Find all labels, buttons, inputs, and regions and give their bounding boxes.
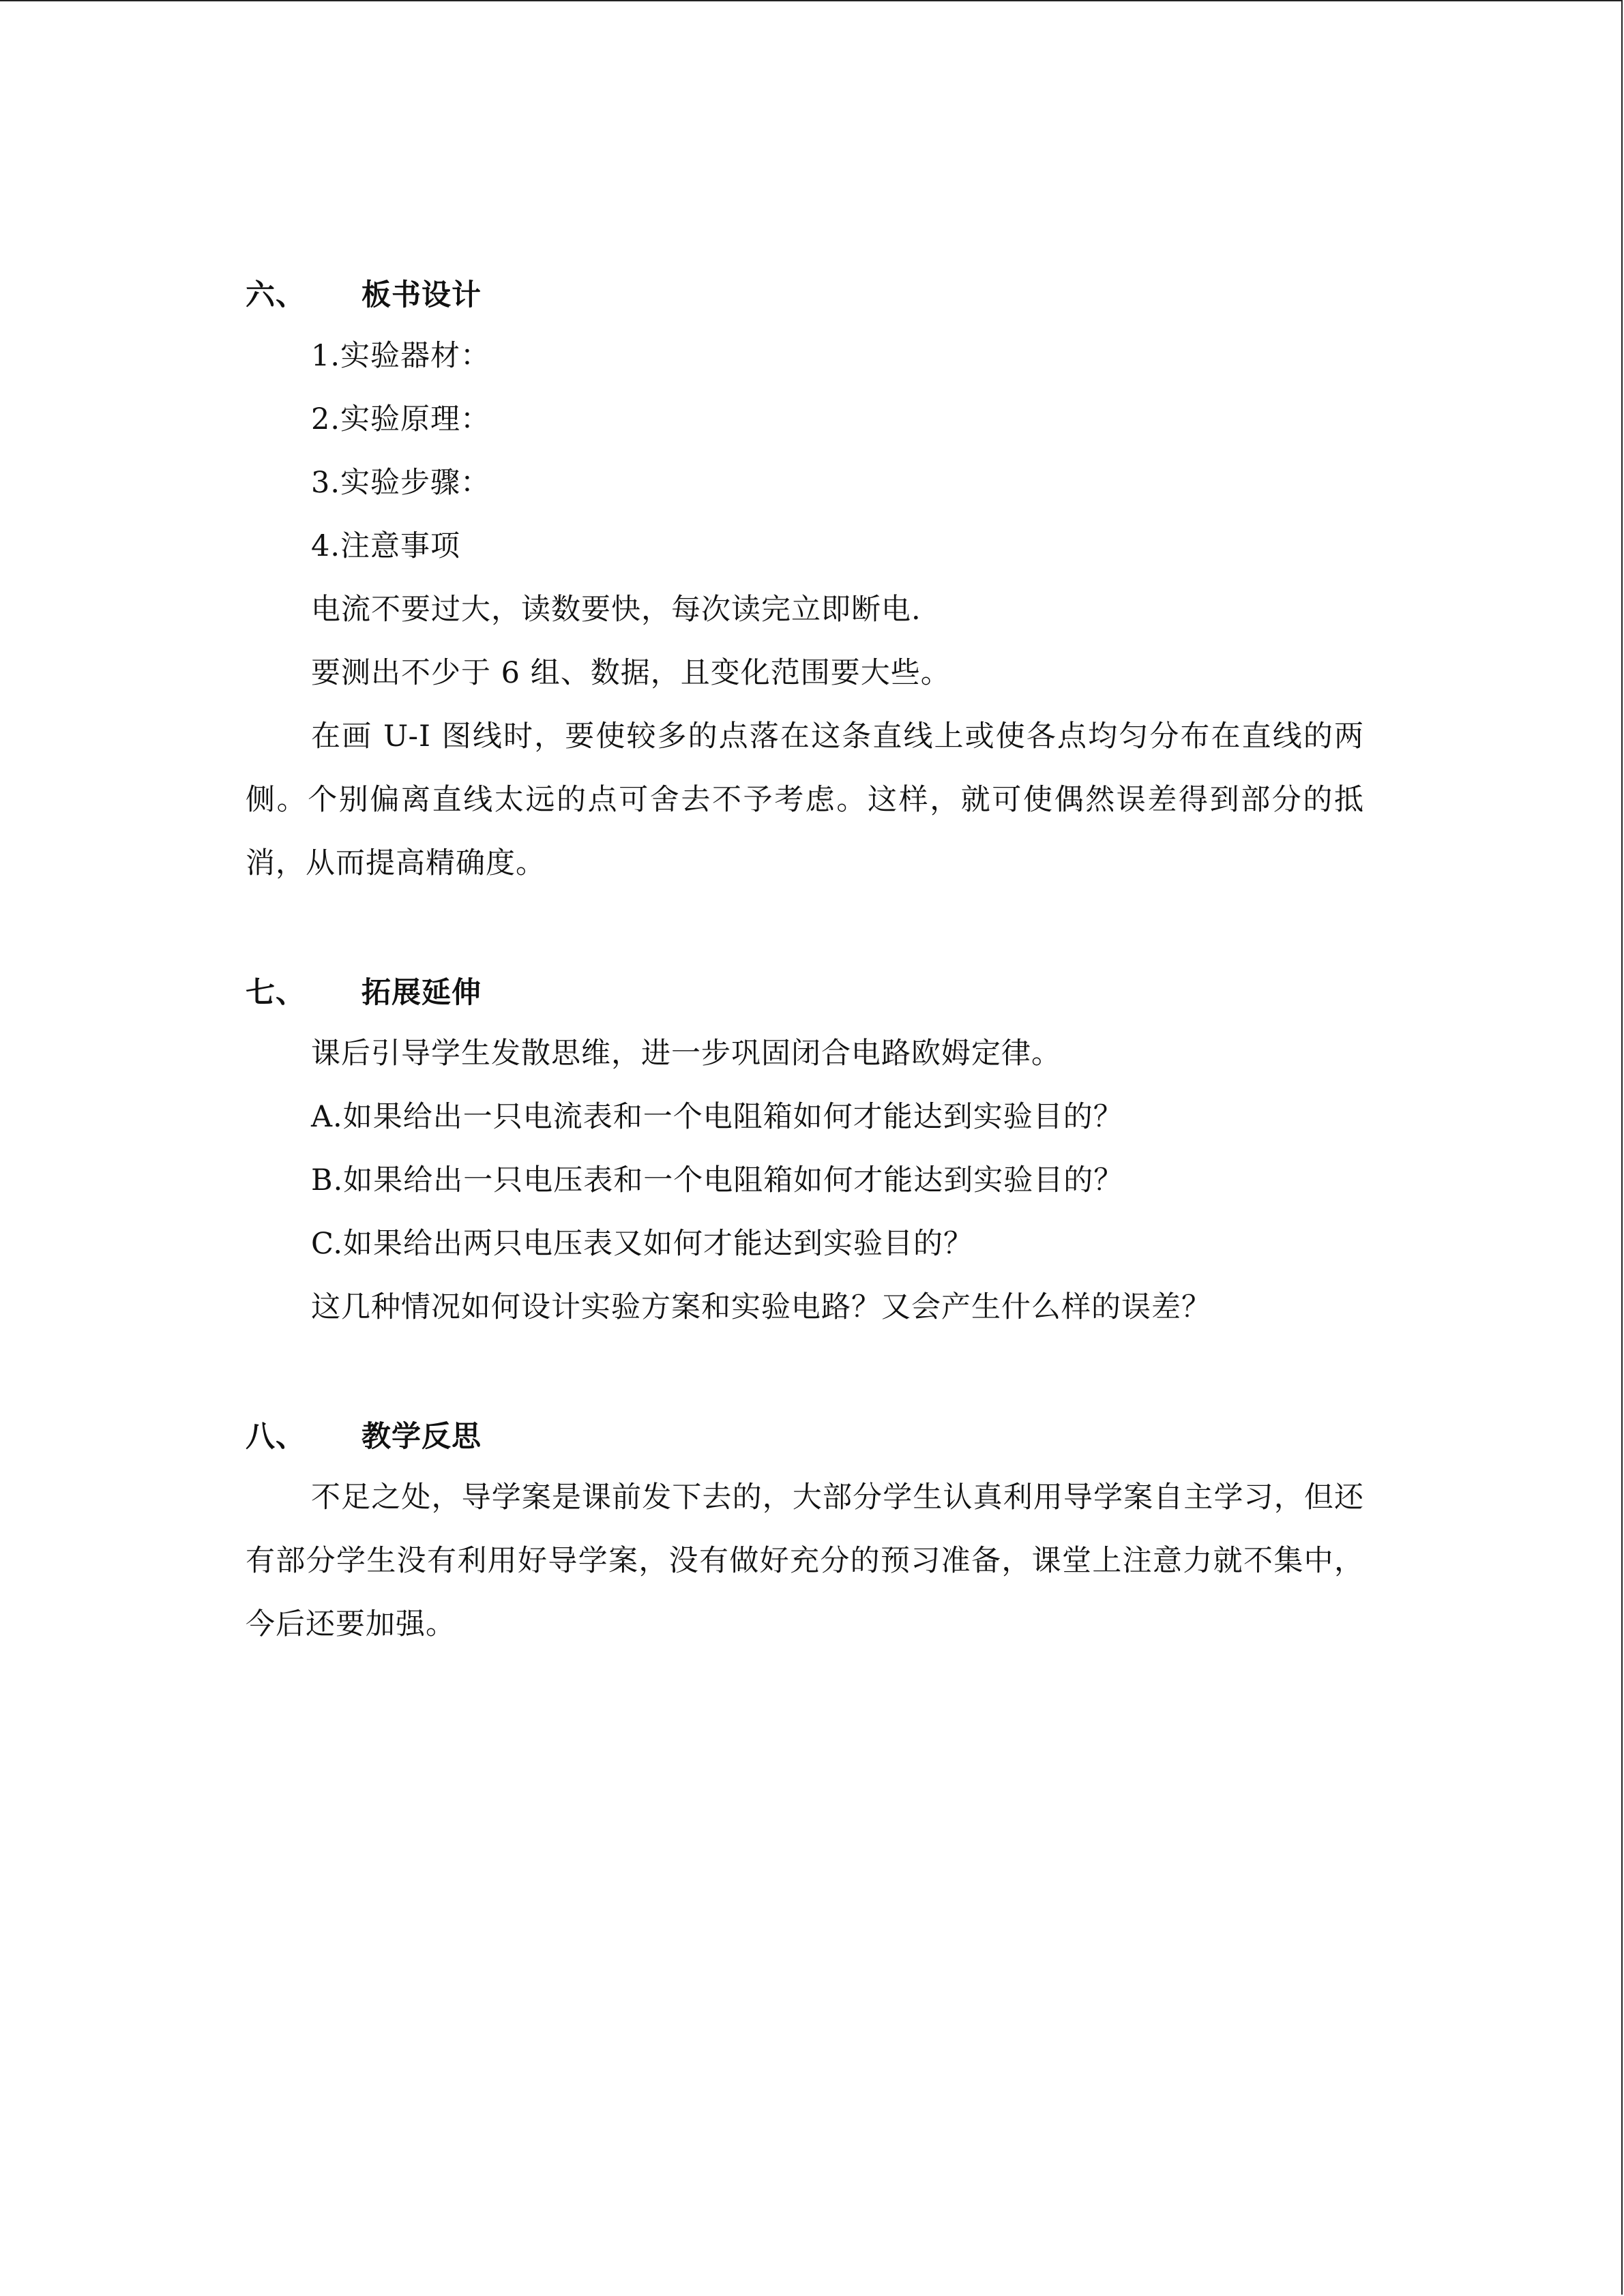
reflection-paragraph: 不足之处，导学案是课前发下去的，大部分学生认真利用导学案自主学习，但还有部分学生没有利用好导学案，没有做好充分的预习准备，课堂上注意力就不集中，今后还要加强。 [246, 1480, 1364, 1641]
section-board-design [246, 266, 1364, 895]
document-body [246, 266, 1364, 1656]
extension-summary: 这几种情况如何设计实验方案和实验电路？又会产生什么样的误差？ [311, 1290, 1211, 1324]
list-item-equipment: 1.实验器材： [311, 339, 491, 373]
section-title: 教学反思 [361, 1420, 482, 1454]
note-current: 电流不要过大，读数要快，每次读完立即断电. [311, 593, 921, 627]
section-reflection [246, 1407, 1364, 1656]
extension-intro: 课后引导学生发散思维，进一步巩固闭合电路欧姆定律。 [311, 1037, 1061, 1071]
question-b: B.如果给出一只电压表和一个电阻箱如何才能达到实验目的？ [311, 1163, 1124, 1197]
section-heading [246, 964, 1364, 1022]
section-number: 八、 [246, 1420, 306, 1454]
section-number: 七、 [246, 976, 306, 1010]
section-number: 六、 [246, 278, 306, 312]
section-title: 板书设计 [361, 278, 482, 312]
section-extension [246, 964, 1364, 1339]
list-item-principle: 2.实验原理： [311, 402, 491, 436]
question-c: C.如果给出两只电压表又如何才能达到实验目的？ [311, 1227, 974, 1261]
list-item-notes: 4.注意事项 [311, 529, 461, 563]
question-a: A.如果给出一只电流表和一个电阻箱如何才能达到实验目的？ [311, 1100, 1123, 1134]
section-heading [246, 266, 1364, 325]
section-title: 拓展延伸 [361, 976, 482, 1010]
note-data-groups: 要测出不少于 6 组、数据，且变化范围要大些。 [311, 656, 951, 690]
list-item-steps: 3.实验步骤： [311, 466, 491, 500]
section-heading [246, 1407, 1364, 1466]
note-paragraph-ui-graph: 在画 U-I 图线时，要使较多的点落在这条直线上或使各点均匀分布在直线的两侧。个别偏离直线太远的点可舍去不予考虑。这样，就可使偶然误差得到部分的抵消，从而提高精确度。 [246, 719, 1364, 880]
